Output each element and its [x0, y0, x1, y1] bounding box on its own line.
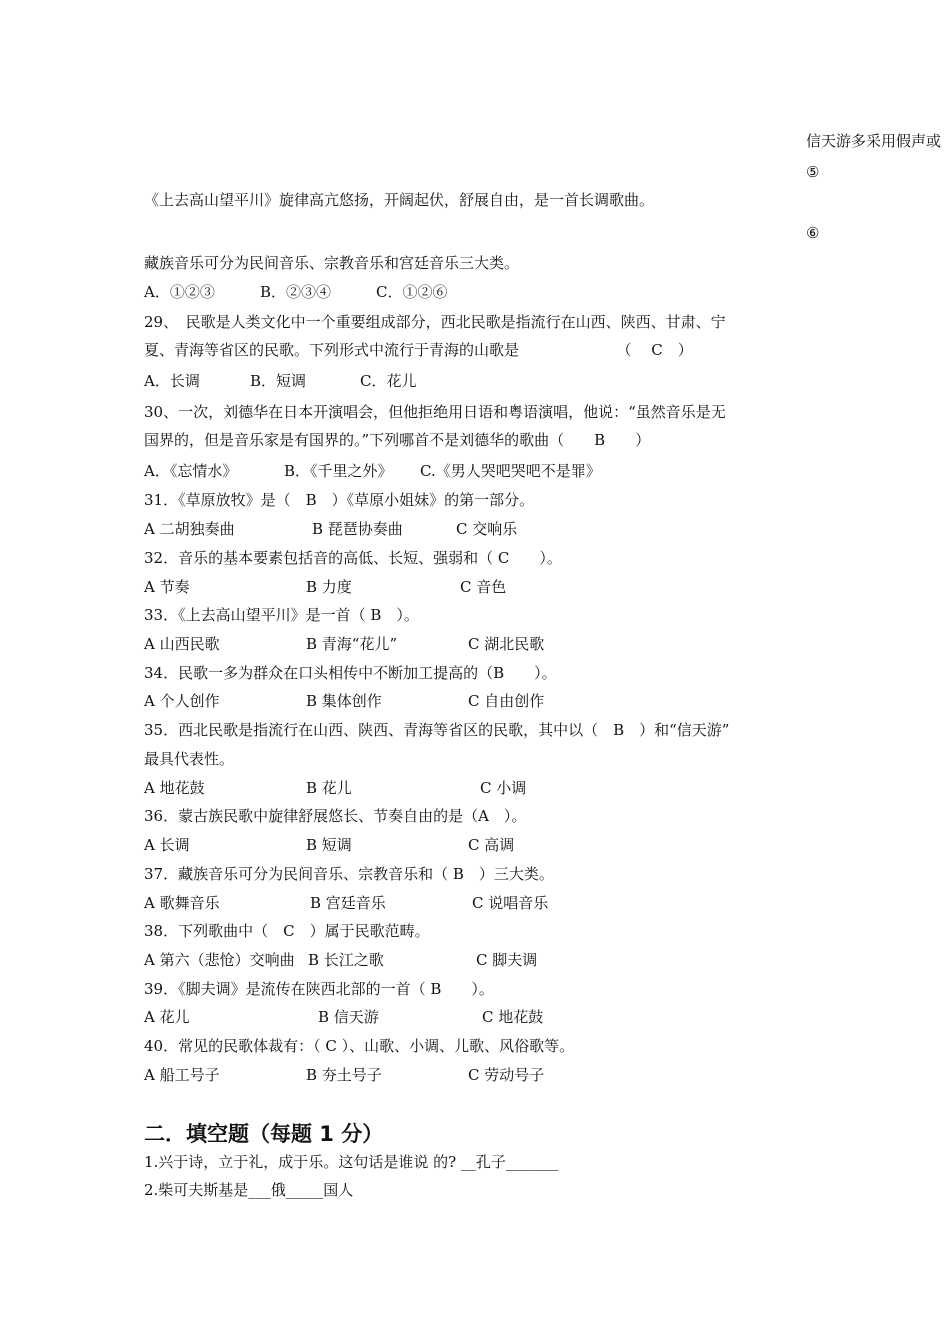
option-b: B 集体创作 [306, 692, 382, 710]
option-c: C 地花鼓 [482, 1008, 544, 1026]
question-40: 40．常见的民歌体裁有：（ C ）、山歌、小调、儿歌、风俗歌等。 [144, 1037, 575, 1055]
option-a: A 地花鼓 [144, 779, 205, 797]
option-a: A 二胡独奏曲 [144, 520, 235, 538]
question-29-line-1: 29、 民歌是人类文化中一个重要组成部分，西北民歌是指流行在山西、陕西、甘肃、宁 [144, 313, 726, 331]
option-c: C 音色 [460, 578, 507, 596]
option-c: C．花儿 [360, 372, 417, 390]
option-c: C.《男人哭吧哭吧不是罪》 [420, 462, 601, 480]
question-32: 32．音乐的基本要素包括音的高低、长短、强弱和（ C ）。 [144, 549, 562, 567]
option-b: B 长江之歌 [308, 951, 384, 969]
option-b: B 宫廷音乐 [310, 894, 386, 912]
section-2-heading: 二．填空题（每题 1 分） [144, 1122, 384, 1146]
question-34: 34．民歌一多为群众在口头相传中不断加工提高的（B ）。 [144, 664, 557, 682]
fill-blank-2: 2.柴可夫斯基是___俄_____国人 [144, 1181, 354, 1199]
option-b: B 花儿 [306, 779, 352, 797]
question-29-line-2: 夏、青海等省区的民歌。下列形式中流行于青海的山歌是 （ C ） [144, 341, 693, 359]
option-c: C 说唱音乐 [472, 894, 549, 912]
question-37: 37．藏族音乐可分为民间音乐、宗教音乐和（ B ）三大类。 [144, 865, 554, 883]
option-b: B 琵琶协奏曲 [312, 520, 403, 538]
fragment-top-right: 信天游多采用假声或 [806, 132, 942, 150]
question-30-line-1: 30、一次，刘德华在日本开演唱会，但他拒绝用日语和粤语演唱，他说：“虽然音乐是无 [144, 403, 726, 421]
option-b: B 短调 [306, 836, 352, 854]
question-30-line-2: 国界的，但是音乐家是有国界的。”下列哪首不是刘德华的歌曲（ B ） [144, 431, 651, 449]
circled-number-5: ⑤ [806, 163, 820, 181]
question-35-line-1: 35．西北民歌是指流行在山西、陕西、青海等省区的民歌，其中以（ B ）和“信天游” [144, 721, 730, 739]
question-33: 33．《上去高山望平川》是一首（ B ）。 [144, 606, 419, 624]
question-31: 31．《草原放牧》是（ B ）《草原小姐妹》的第一部分。 [144, 491, 535, 509]
option-a: A 节奏 [144, 578, 190, 596]
question-36: 36．蒙古族民歌中旋律舒展悠长、节奏自由的是（A ）。 [144, 807, 527, 825]
option-c: C 湖北民歌 [468, 635, 545, 653]
option-a: A 个人创作 [144, 692, 220, 710]
option-b: B．②③④ [260, 283, 332, 301]
option-a: A 长调 [144, 836, 190, 854]
option-a: A 山西民歌 [144, 635, 220, 653]
circled-number-6: ⑥ [806, 224, 820, 242]
option-c: C 小调 [480, 779, 527, 797]
question-38: 38．下列歌曲中（ C ）属于民歌范畴。 [144, 922, 430, 940]
option-a: A．《忘情水》 [144, 462, 238, 480]
option-b: B．短调 [250, 372, 307, 390]
option-c: C 劳动号子 [468, 1066, 545, 1084]
question-35-line-2: 最具代表性。 [144, 750, 235, 768]
option-c: C 自由创作 [468, 692, 545, 710]
fill-blank-1: 1.兴于诗，立于礼，成于乐。这句话是谁说 的? __孔子_______ [144, 1153, 559, 1171]
option-a: A．长调 [144, 372, 200, 390]
option-a: A 船工号子 [144, 1066, 220, 1084]
option-b: B．《千里之外》 [284, 462, 393, 480]
question-39: 39．《脚夫调》是流传在陕西北部的一首（ B ）。 [144, 980, 494, 998]
option-b: B 夯土号子 [306, 1066, 382, 1084]
statement-shangqu: 《上去高山望平川》旋律高亢悠扬，开阔起伏，舒展自由，是一首长调歌曲。 [144, 191, 655, 209]
option-c: C 脚夫调 [476, 951, 538, 969]
statement-zang: 藏族音乐可分为民间音乐、宗教音乐和宫廷音乐三大类。 [144, 254, 520, 272]
option-c: C 交响乐 [456, 520, 518, 538]
option-a: A．①②③ [144, 283, 215, 301]
option-c: C 高调 [468, 836, 515, 854]
option-a: A 第六（悲怆）交响曲 [144, 951, 295, 969]
option-b: B 青海“花儿” [306, 635, 398, 653]
option-a: A 花儿 [144, 1008, 190, 1026]
option-c: C．①②⑥ [376, 283, 448, 301]
option-b: B 力度 [306, 578, 352, 596]
option-a: A 歌舞音乐 [144, 894, 220, 912]
option-b: B 信天游 [318, 1008, 379, 1026]
